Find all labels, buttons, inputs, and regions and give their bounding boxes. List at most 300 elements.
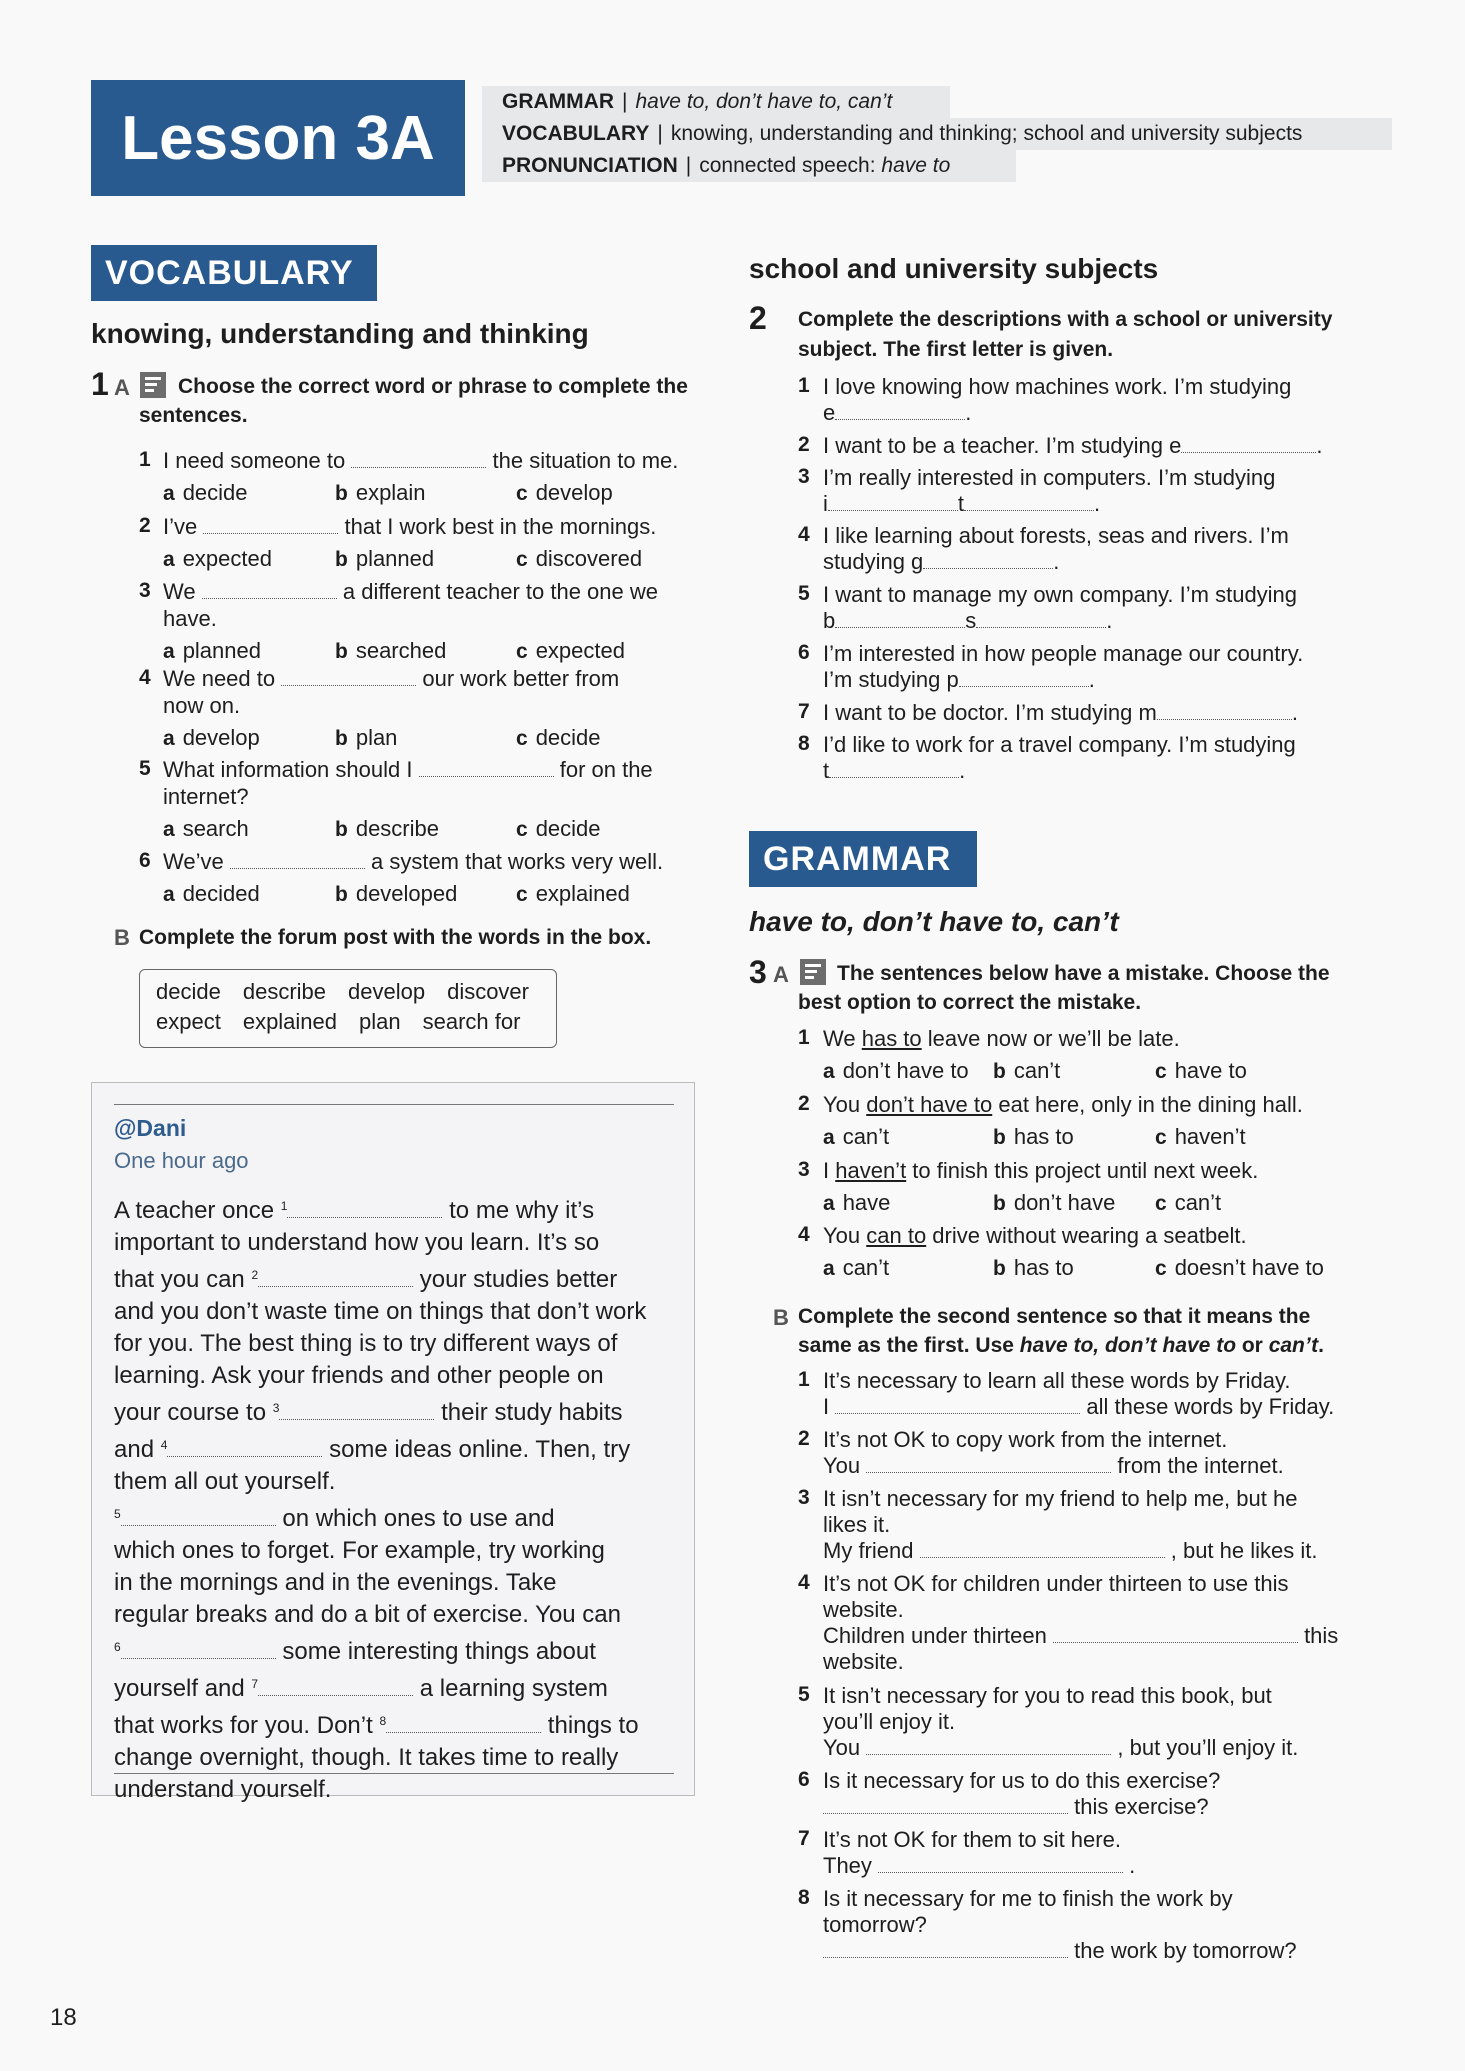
box-word: discover: [447, 979, 529, 1004]
post-body: [114, 1190, 646, 1806]
answer-option[interactable]: [516, 725, 601, 751]
post-line: [114, 1259, 646, 1296]
answer-blank[interactable]: [203, 513, 338, 534]
option-letter: b: [993, 1257, 1006, 1280]
option-text: can’t: [1174, 1190, 1222, 1215]
answer-option[interactable]: [993, 1190, 1115, 1216]
worksheet-icon: [140, 372, 166, 398]
post-text: regular breaks and do a bit of exercise. You can: [114, 1601, 621, 1628]
answer-option[interactable]: [163, 546, 272, 572]
question-text: [823, 522, 1289, 549]
answer-option[interactable]: [516, 480, 613, 506]
grammar-label: GRAMMAR: [502, 90, 614, 113]
answer-blank[interactable]: [866, 1734, 1111, 1755]
answer-blank[interactable]: [866, 1452, 1111, 1473]
box-word: develop: [348, 979, 426, 1004]
option-letter: a: [163, 818, 175, 841]
answer-option[interactable]: [823, 1190, 890, 1216]
option-text: have: [842, 1190, 891, 1215]
option-text: has to: [1013, 1124, 1074, 1149]
answer-blank[interactable]: [823, 1793, 1068, 1814]
question-line: I like learning about forests, seas and rivers. I’m: [823, 523, 1289, 548]
answer-blank[interactable]: [202, 578, 337, 599]
post-text: and: [114, 1436, 161, 1463]
vocab-label: VOCABULARY: [502, 122, 650, 145]
exercise-3-letter: A: [773, 962, 789, 987]
end-dot: .: [1088, 667, 1095, 692]
question-number: 5: [798, 582, 810, 605]
pron-label: PRONUNCIATION: [502, 154, 678, 177]
post-line: [114, 1631, 646, 1668]
question-number: 3: [798, 465, 810, 488]
answer-blank[interactable]: [419, 756, 554, 777]
question-end: for on the: [559, 757, 653, 782]
question-number: 1: [798, 1368, 810, 1391]
question-text-cont: now on.: [163, 693, 241, 718]
answer-blank[interactable]: [1053, 1622, 1298, 1643]
page-number: 18: [50, 2004, 77, 2031]
answer-line: [823, 1452, 1284, 1479]
question-start: What information should I: [163, 757, 413, 782]
answer-option[interactable]: [335, 816, 439, 842]
mistake-phrase: can to: [866, 1223, 927, 1248]
end-dot: .: [1106, 608, 1113, 633]
question-text: likes it.: [823, 1512, 891, 1537]
post-timestamp: One hour ago: [114, 1148, 249, 1173]
worksheet-icon: [800, 959, 826, 985]
answer-blank[interactable]: [835, 399, 965, 420]
exercise-1b-letter: B: [114, 925, 130, 950]
question-number: 7: [798, 1827, 810, 1850]
grammar-topic: have to, don’t have to, can’t: [635, 90, 893, 113]
question-text: [823, 432, 1322, 459]
answer-end: this exercise?: [1074, 1794, 1209, 1819]
option-letter: a: [823, 1257, 835, 1280]
question-start: We need to: [163, 666, 276, 691]
post-text: understand yourself.: [114, 1776, 332, 1803]
question-text: It’s not OK to copy work from the internet.: [823, 1427, 1228, 1452]
question-number: 5: [139, 757, 151, 780]
answer-line: [823, 1852, 1135, 1879]
exercise-2-number: 2: [749, 300, 767, 336]
post-text: learning. Ask your friends and other people on: [114, 1362, 604, 1389]
answer-option[interactable]: [335, 480, 426, 506]
answer-option[interactable]: [163, 816, 249, 842]
question-start: You: [823, 1223, 867, 1248]
gap-blank[interactable]: [386, 1712, 541, 1733]
option-text: expected: [182, 546, 272, 571]
post-text: that you can: [114, 1266, 252, 1293]
answer-option[interactable]: [823, 1058, 969, 1084]
answer-option[interactable]: [335, 546, 434, 572]
answer-option[interactable]: [335, 881, 457, 907]
option-letter: a: [163, 548, 175, 571]
exercise-1-letter: A: [114, 375, 130, 400]
option-text: planned: [355, 546, 435, 571]
post-text: yourself and: [114, 1675, 252, 1702]
exercise-2-instruction-cont: subject. The first letter is given.: [798, 338, 1114, 361]
answer-blank[interactable]: [964, 490, 1094, 511]
question-end: a different teacher to the one we: [342, 579, 659, 604]
option-text: search: [182, 816, 249, 841]
option-letter: c: [516, 727, 528, 750]
post-line: [114, 1466, 646, 1498]
question-number: 4: [139, 666, 151, 689]
question-end: the situation to me.: [492, 448, 679, 473]
question-line: I want to be doctor. I’m studying m: [823, 700, 1157, 725]
question-end: that I work best in the mornings.: [344, 514, 657, 539]
option-text: develop: [535, 480, 613, 505]
post-text: their study habits: [434, 1399, 623, 1426]
question-start: I need someone to: [163, 448, 346, 473]
question-start: I: [823, 1158, 836, 1183]
post-line: [114, 1774, 646, 1806]
box-word: expect: [156, 1009, 221, 1034]
gap-blank[interactable]: [167, 1436, 322, 1457]
answer-blank[interactable]: [829, 757, 959, 778]
exercise-3b-instruction-cont: same as the first. Use have to, don’t have to or can’t.: [798, 1334, 1324, 1357]
post-line: [114, 1360, 646, 1392]
question-text-cont: have.: [163, 606, 217, 631]
question-number: 2: [798, 1427, 810, 1450]
gap-number: 4: [160, 1438, 168, 1452]
question-text: [823, 373, 1291, 400]
option-text: searched: [355, 638, 447, 663]
answer-option[interactable]: [993, 1255, 1074, 1281]
end-dot: .: [1291, 700, 1298, 725]
question-line: I’d like to work for a travel company. I’m studying: [823, 732, 1296, 757]
option-letter: c: [1155, 1192, 1167, 1215]
answer-blank[interactable]: [976, 607, 1106, 628]
gap-number: 7: [251, 1677, 259, 1691]
answer-option[interactable]: [1155, 1058, 1247, 1084]
answer-blank[interactable]: [923, 548, 1053, 569]
question-number: 4: [798, 1223, 810, 1246]
question-text: [823, 464, 1275, 491]
question-text-cont: [823, 757, 965, 784]
option-text: haven’t: [1174, 1124, 1246, 1149]
post-text: change overnight, though. It takes time to really: [114, 1744, 619, 1771]
question-text: It isn’t necessary for my friend to help me, but he: [823, 1486, 1298, 1511]
option-letter: a: [163, 883, 175, 906]
option-text: developed: [355, 881, 458, 906]
option-letter: b: [335, 818, 348, 841]
post-line: [114, 1392, 646, 1429]
word-box-row-1: [156, 979, 551, 1005]
question-text: [823, 731, 1296, 758]
option-text: doesn’t have to: [1174, 1255, 1324, 1280]
option-text: decided: [182, 881, 260, 906]
answer-blank[interactable]: [1181, 432, 1316, 453]
option-letter: a: [163, 482, 175, 505]
answer-option[interactable]: [335, 725, 397, 751]
question-text: [823, 1157, 1258, 1184]
exercise-3b-instruction: Complete the second sentence so that it means the: [798, 1305, 1311, 1328]
question-text: It’s not OK for children under thirteen to use this: [823, 1571, 1289, 1596]
question-text: [823, 581, 1297, 608]
option-text: have to: [1174, 1058, 1247, 1083]
exercise-3-number: 3: [749, 954, 767, 990]
post-text: things to: [541, 1712, 639, 1739]
answer-blank[interactable]: [835, 607, 965, 628]
question-line: I’m really interested in computers. I’m studying: [823, 465, 1276, 490]
question-number: 7: [798, 700, 810, 723]
option-letter: b: [993, 1060, 1006, 1083]
exercise-3a-instruction: The sentences below have a mistake. Choose the: [837, 962, 1330, 985]
answer-end: this: [1304, 1623, 1339, 1648]
answer-option[interactable]: [163, 480, 248, 506]
exercise-3b-letter: B: [773, 1305, 789, 1330]
answer-blank[interactable]: [823, 1937, 1068, 1958]
question-text: Is it necessary for me to finish the work by: [823, 1886, 1233, 1911]
post-text: important to understand how you learn. It’s so: [114, 1229, 600, 1256]
gap-blank[interactable]: [287, 1197, 442, 1218]
question-end: drive without wearing a seatbelt.: [926, 1223, 1247, 1248]
exercise-3a-instruction-cont: best option to correct the mistake.: [798, 991, 1142, 1014]
question-number: 1: [798, 374, 810, 397]
answer-start: Children under thirteen: [823, 1623, 1047, 1648]
question-number: 1: [798, 1026, 810, 1049]
option-letter: a: [823, 1126, 835, 1149]
option-letter: c: [1155, 1126, 1167, 1149]
exercise-1b-instruction: Complete the forum post with the words in the box.: [139, 926, 652, 949]
gap-number: 6: [114, 1640, 121, 1654]
answer-end: from the internet.: [1117, 1453, 1284, 1478]
post-text: a learning system: [413, 1675, 608, 1702]
option-text: can’t: [842, 1124, 890, 1149]
option-text: develop: [182, 725, 260, 750]
post-text: which ones to forget. For example, try working: [114, 1537, 605, 1564]
first-letter: i: [823, 491, 828, 516]
option-text: decide: [535, 816, 601, 841]
post-bottom-rule: [114, 1773, 674, 1774]
option-text: discovered: [535, 546, 643, 571]
subjects-subtitle: school and university subjects: [749, 253, 1159, 284]
question-start: You: [823, 1092, 867, 1117]
option-letter: b: [335, 883, 348, 906]
question-start: We: [823, 1026, 862, 1051]
first-letter: t: [957, 491, 965, 516]
question-text: [823, 640, 1303, 667]
post-line: [114, 1227, 646, 1259]
post-text: that works for you. Don’t: [114, 1712, 380, 1739]
answer-option[interactable]: [993, 1058, 1060, 1084]
gap-blank[interactable]: [279, 1399, 434, 1420]
option-letter: b: [993, 1192, 1006, 1215]
option-text: don’t have to: [842, 1058, 969, 1083]
header-vocabulary: VOCABULARY | knowing, understanding and thinking; school and university subjects: [482, 118, 1392, 150]
gap-blank[interactable]: [121, 1638, 276, 1659]
answer-option[interactable]: [516, 881, 630, 907]
question-text: [163, 578, 658, 605]
answer-blank[interactable]: [920, 1537, 1165, 1558]
post-line: [114, 1668, 646, 1705]
word-box-row-2: [156, 1009, 542, 1035]
question-line: I love knowing how machines work. I’m studying: [823, 374, 1292, 399]
question-number: 6: [139, 849, 151, 872]
first-letter: b: [823, 608, 836, 633]
box-word: describe: [242, 979, 326, 1004]
post-text: them all out yourself.: [114, 1468, 336, 1495]
end-dot: .: [1316, 433, 1323, 458]
post-line: [114, 1190, 646, 1227]
post-text: your course to: [114, 1399, 273, 1426]
question-number: 1: [139, 448, 151, 471]
answer-end: .: [1129, 1853, 1136, 1878]
answer-option[interactable]: [1155, 1255, 1324, 1281]
post-text: some ideas online. Then, try: [322, 1436, 631, 1463]
question-text-cont: [823, 399, 971, 426]
question-end: our work better from: [422, 666, 620, 691]
post-text: in the mornings and in the evenings. Take: [114, 1569, 557, 1596]
option-letter: c: [516, 482, 528, 505]
end-dot: .: [959, 758, 966, 783]
answer-end: , but you’ll enjoy it.: [1117, 1735, 1299, 1760]
mistake-phrase: haven’t: [835, 1158, 907, 1183]
end-dot: .: [1094, 491, 1101, 516]
question-line: I’m interested in how people manage our country.: [823, 641, 1304, 666]
option-text: don’t have: [1013, 1190, 1116, 1215]
post-line: [114, 1498, 646, 1535]
box-word: search for: [422, 1009, 521, 1034]
question-text: [823, 1222, 1247, 1249]
option-text: explain: [355, 480, 426, 505]
post-username: @Dani: [114, 1115, 187, 1141]
question-number: 6: [798, 641, 810, 664]
option-text: planned: [182, 638, 261, 663]
box-word: explained: [242, 1009, 338, 1034]
question-number: 4: [798, 523, 810, 546]
forum-post: [91, 1082, 695, 1803]
option-letter: a: [163, 640, 175, 663]
answer-option[interactable]: [516, 816, 601, 842]
answer-blank[interactable]: [351, 447, 486, 468]
post-line: [114, 1567, 646, 1599]
gap-blank[interactable]: [258, 1675, 413, 1696]
question-number: 2: [798, 1092, 810, 1115]
answer-line: [823, 1793, 1209, 1820]
post-line: [114, 1742, 646, 1774]
question-number: 3: [798, 1158, 810, 1181]
answer-line: [823, 1937, 1297, 1964]
answer-line-cont: website.: [823, 1649, 904, 1674]
answer-blank[interactable]: [959, 666, 1089, 687]
question-end: leave now or we’ll be late.: [921, 1026, 1180, 1051]
answer-option[interactable]: [335, 638, 446, 664]
question-number: 4: [798, 1571, 810, 1594]
question-start: We: [163, 579, 196, 604]
answer-start: They: [823, 1853, 872, 1878]
vocab-subtitle: knowing, understanding and thinking: [91, 318, 589, 349]
option-letter: c: [516, 548, 528, 571]
answer-blank[interactable]: [835, 1393, 1080, 1414]
answer-start: My friend: [823, 1538, 914, 1563]
option-text: expected: [535, 638, 625, 663]
gap-number: 5: [114, 1507, 121, 1521]
option-text: has to: [1013, 1255, 1074, 1280]
question-text: It’s necessary to learn all these words by Friday.: [823, 1368, 1291, 1393]
question-text-cont: [823, 548, 1059, 575]
question-end: to finish this project until next week.: [906, 1158, 1259, 1183]
gap-number: 1: [280, 1199, 288, 1213]
question-number: 8: [798, 1886, 810, 1909]
question-text-cont: internet?: [163, 784, 249, 809]
answer-blank[interactable]: [281, 665, 416, 686]
answer-end: the work by tomorrow?: [1074, 1938, 1297, 1963]
gap-blank[interactable]: [121, 1505, 276, 1526]
box-word: decide: [156, 979, 221, 1004]
answer-blank[interactable]: [1157, 699, 1292, 720]
post-text: to me why it’s: [442, 1197, 595, 1224]
option-letter: c: [516, 640, 528, 663]
answer-line: [823, 1734, 1298, 1761]
option-letter: a: [163, 727, 175, 750]
answer-blank[interactable]: [828, 490, 958, 511]
option-text: plan: [355, 725, 398, 750]
answer-option[interactable]: [823, 1124, 889, 1150]
gap-blank[interactable]: [258, 1266, 413, 1287]
option-letter: b: [993, 1126, 1006, 1149]
answer-blank[interactable]: [878, 1852, 1123, 1873]
mistake-phrase: has to: [861, 1026, 922, 1051]
post-line: [114, 1296, 646, 1328]
question-text: It’s not OK for them to sit here.: [823, 1827, 1121, 1852]
option-text: decide: [182, 480, 248, 505]
question-end: a system that works very well.: [370, 849, 664, 874]
exercise-2-instruction: Complete the descriptions with a school or university: [798, 308, 1333, 331]
question-text-cont: [823, 490, 1100, 517]
answer-option[interactable]: [1155, 1190, 1221, 1216]
question-text: you’ll enjoy it.: [823, 1709, 956, 1734]
option-text: decide: [535, 725, 601, 750]
option-letter: c: [1155, 1060, 1167, 1083]
answer-option[interactable]: [516, 546, 642, 572]
answer-option[interactable]: [1155, 1124, 1246, 1150]
question-number: 3: [139, 579, 151, 602]
answer-option[interactable]: [993, 1124, 1074, 1150]
answer-blank[interactable]: [230, 848, 365, 869]
answer-option[interactable]: [516, 638, 625, 664]
post-text: some interesting things about: [275, 1638, 596, 1665]
option-letter: a: [823, 1060, 835, 1083]
answer-option[interactable]: [163, 725, 260, 751]
question-text-cont: [823, 607, 1112, 634]
answer-option[interactable]: [163, 638, 261, 664]
post-line: [114, 1328, 646, 1360]
option-letter: c: [516, 818, 528, 841]
vocab-topic: knowing, understanding and thinking; school and university subjects: [670, 122, 1303, 145]
post-text: and you don’t waste time on things that don’t work: [114, 1298, 647, 1325]
option-text: explained: [535, 881, 630, 906]
question-text: tomorrow?: [823, 1912, 927, 1937]
question-end: eat here, only in the dining hall.: [992, 1092, 1303, 1117]
question-text: It isn’t necessary for you to read this book, but: [823, 1683, 1272, 1708]
option-letter: a: [823, 1192, 835, 1215]
header-pronunciation: PRONUNCIATION | connected speech: have to: [482, 150, 1016, 182]
gap-number: 8: [379, 1714, 387, 1728]
answer-option[interactable]: [823, 1255, 889, 1281]
answer-option[interactable]: [163, 881, 260, 907]
question-text-cont: [823, 666, 1095, 693]
question-text: Is it necessary for us to do this exercise?: [823, 1768, 1221, 1793]
first-letter: t: [823, 758, 830, 783]
option-text: describe: [355, 816, 439, 841]
question-number: 6: [798, 1768, 810, 1791]
question-number: 8: [798, 732, 810, 755]
option-letter: b: [335, 727, 348, 750]
first-letter: I’m studying p: [823, 667, 959, 692]
question-text: [823, 1025, 1180, 1052]
